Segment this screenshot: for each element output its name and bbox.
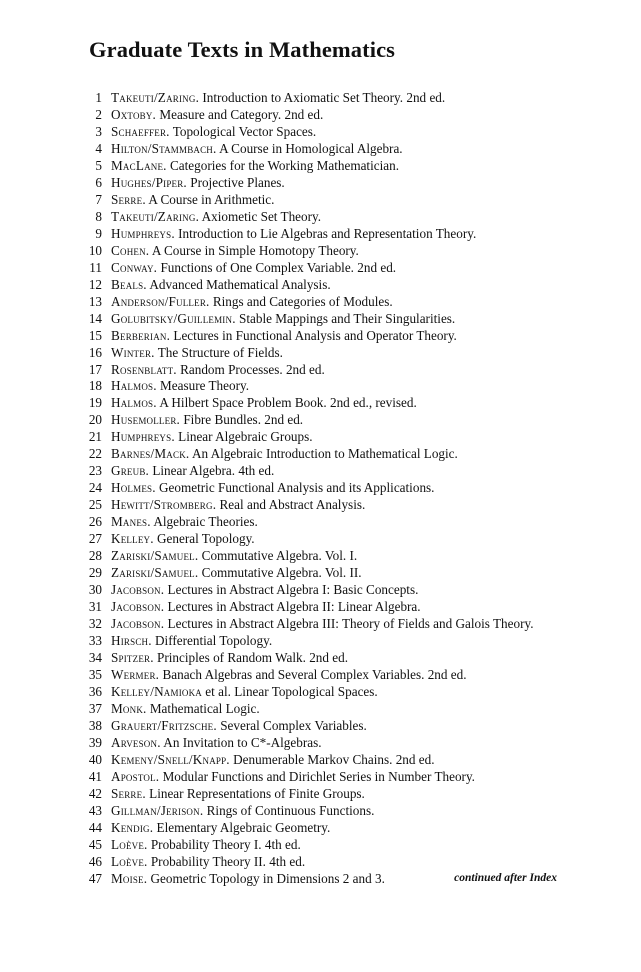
series-entry xyxy=(84,752,624,769)
entry-title: Algebraic Theories. xyxy=(153,514,258,530)
entry-number: 35 xyxy=(88,666,102,682)
entry-author: Hilton/Stammbach. xyxy=(111,140,217,156)
entry-number: 11 xyxy=(89,259,102,275)
series-entry xyxy=(84,667,624,684)
entry-title: Lectures in Functional Analysis and Operator Theory. xyxy=(173,327,457,343)
entry-author: Jacobson. xyxy=(111,582,165,598)
entry-number: 4 xyxy=(95,140,102,156)
entry-title: Principles of Random Walk. 2nd ed. xyxy=(157,649,349,665)
entry-number: 22 xyxy=(88,446,102,462)
entry-number: 23 xyxy=(88,463,102,479)
entry-author: Kelley/Namioka xyxy=(111,683,202,699)
entry-author: Greub. xyxy=(111,463,150,479)
entry-title: Introduction to Axiomatic Set Theory. 2nd ed. xyxy=(202,90,446,105)
entry-author: Gillman/Jerison. xyxy=(111,802,204,818)
entry-author: MacLane. xyxy=(111,157,167,173)
entry-number: 1 xyxy=(95,90,102,105)
series-entry xyxy=(84,362,624,379)
entry-title: Probability Theory I. 4th ed. xyxy=(150,836,301,852)
entry-author: Beals. xyxy=(111,276,147,292)
entry-author: Halmos. xyxy=(111,395,157,411)
entry-number: 31 xyxy=(88,599,102,615)
entry-title: Random Processes. 2nd ed. xyxy=(180,361,325,377)
entry-author: Loève. xyxy=(111,853,148,869)
entry-author: Hughes/Piper. xyxy=(111,174,187,190)
entry-title: Linear Algebraic Groups. xyxy=(178,429,313,445)
entry-title: Projective Planes. xyxy=(190,174,285,190)
series-entry xyxy=(84,548,624,565)
entry-author: Takeuti/Zaring. xyxy=(111,208,200,224)
entry-author: Serre. xyxy=(111,785,146,801)
entry-number: 38 xyxy=(88,717,102,733)
entry-author: Hirsch. xyxy=(111,633,152,648)
entry-author: Kemeny/Snell/Knapp. xyxy=(111,751,230,767)
entry-title: A Course in Simple Homotopy Theory. xyxy=(151,242,359,258)
entry-number: 30 xyxy=(88,582,102,598)
entry-author: Humphreys. xyxy=(111,225,175,241)
entry-title: Rings of Continuous Functions. xyxy=(206,802,375,818)
series-entry xyxy=(84,260,624,277)
entry-title: Linear Representations of Finite Groups. xyxy=(149,785,365,801)
series-entry xyxy=(84,277,624,294)
series-entry xyxy=(84,633,624,650)
series-entry xyxy=(84,701,624,718)
entry-title: Lectures in Abstract Algebra II: Linear Algebra. xyxy=(167,599,421,615)
entry-number: 14 xyxy=(88,310,102,326)
entry-number: 3 xyxy=(95,123,102,139)
entry-author: Kelley. xyxy=(111,531,154,547)
entry-title: Introduction to Lie Algebras and Representation Theory. xyxy=(178,225,477,241)
entry-author: Wermer. xyxy=(111,666,160,682)
entry-title: Measure Theory. xyxy=(160,378,250,394)
series-entry xyxy=(84,175,624,192)
entry-author: Loève. xyxy=(111,836,148,852)
entry-author: Cohen. xyxy=(111,242,150,258)
entry-author: Humphreys. xyxy=(111,429,175,445)
series-entry xyxy=(84,209,624,226)
series-entry xyxy=(84,429,624,446)
entry-title: Axiometic Set Theory. xyxy=(201,208,322,224)
entry-author: Spitzer. xyxy=(111,649,154,665)
entry-title: Probability Theory II. 4th ed. xyxy=(150,853,306,869)
series-entry xyxy=(84,599,624,616)
entry-number: 33 xyxy=(88,633,102,648)
series-entry xyxy=(84,565,624,582)
series-entry xyxy=(84,243,624,260)
entry-author: Apostol. xyxy=(111,768,160,784)
series-entry xyxy=(84,90,624,107)
series-entry xyxy=(84,463,624,480)
entry-author: Halmos. xyxy=(111,378,157,394)
series-entry xyxy=(84,582,624,599)
series-entry xyxy=(84,735,624,752)
entry-title: Geometric Functional Analysis and its Applications. xyxy=(159,480,435,496)
entry-number: 47 xyxy=(88,870,102,886)
entry-author: Serre. xyxy=(111,191,146,207)
entry-author: Winter. xyxy=(111,344,155,360)
series-entry xyxy=(84,446,624,463)
entry-title: A Hilbert Space Problem Book. 2nd ed., revised. xyxy=(159,395,417,411)
series-entry xyxy=(84,378,624,395)
entry-number: 25 xyxy=(88,497,102,513)
entry-number: 18 xyxy=(88,378,102,394)
series-entry xyxy=(84,345,624,362)
series-entry xyxy=(84,531,624,548)
entry-number: 29 xyxy=(88,565,102,581)
series-entry xyxy=(84,514,624,531)
entry-number: 45 xyxy=(88,836,102,852)
entry-title: General Topology. xyxy=(157,531,255,547)
entry-number: 13 xyxy=(88,293,102,309)
entry-title: Categories for the Working Mathematician. xyxy=(169,157,400,173)
entry-title: Rings and Categories of Modules. xyxy=(212,293,393,309)
entry-title: Measure and Category. 2nd ed. xyxy=(159,106,324,122)
entry-author: Oxtoby. xyxy=(111,106,157,122)
entry-title: An Algebraic Introduction to Mathematical Logic. xyxy=(191,446,458,462)
entry-title: Elementary Algebraic Geometry. xyxy=(156,819,331,835)
entry-number: 26 xyxy=(88,514,102,530)
entry-author: Schaeffer. xyxy=(111,123,170,139)
series-entry xyxy=(84,192,624,209)
entry-number: 39 xyxy=(88,734,102,750)
entry-number: 15 xyxy=(88,327,102,343)
entry-title: Banach Algebras and Several Complex Variables. 2nd ed. xyxy=(162,666,467,682)
entry-number: 7 xyxy=(95,191,102,207)
entry-number: 46 xyxy=(88,853,102,869)
entry-author: Golubitsky/Guillemin. xyxy=(111,310,236,326)
entry-author: Kendig. xyxy=(111,819,154,835)
entry-title: Commutative Algebra. Vol. II. xyxy=(201,565,362,581)
entry-number: 17 xyxy=(88,361,102,377)
entry-author: Takeuti/Zaring. xyxy=(111,90,200,105)
entry-number: 6 xyxy=(95,174,102,190)
entry-title: A Course in Arithmetic. xyxy=(148,191,275,207)
entry-number: 16 xyxy=(88,344,102,360)
entry-author: Arveson. xyxy=(111,734,161,750)
entry-number: 36 xyxy=(88,683,102,699)
entry-author: Rosenblatt. xyxy=(111,361,177,377)
entry-author: Anderson/Fuller. xyxy=(111,293,210,309)
series-entry xyxy=(84,820,624,837)
series-entry xyxy=(84,328,624,345)
series-entry xyxy=(84,107,624,124)
series-list xyxy=(84,90,624,888)
series-entry xyxy=(84,497,624,514)
entry-title: Lectures in Abstract Algebra III: Theory of Fields and Galois Theory. xyxy=(167,616,534,632)
series-entry xyxy=(84,141,624,158)
entry-number: 5 xyxy=(95,157,102,173)
entry-number: 10 xyxy=(88,242,102,258)
series-entry xyxy=(84,803,624,820)
entry-author: Holmes. xyxy=(111,480,156,496)
entry-author: Jacobson. xyxy=(111,599,165,615)
entry-author: Zariski/Samuel. xyxy=(111,548,199,564)
entry-number: 12 xyxy=(88,276,102,292)
entry-author: Conway. xyxy=(111,259,158,275)
entry-number: 28 xyxy=(88,548,102,564)
series-entry xyxy=(84,124,624,141)
entry-author: Grauert/Fritzsche. xyxy=(111,717,217,733)
series-entry xyxy=(84,837,624,854)
entry-title: Denumerable Markov Chains. 2nd ed. xyxy=(233,751,435,767)
series-entry xyxy=(84,311,624,328)
entry-title: et al. Linear Topological Spaces. xyxy=(205,683,378,699)
entry-title: Differential Topology. xyxy=(155,633,273,648)
entry-title: Fibre Bundles. 2nd ed. xyxy=(183,412,304,428)
entry-author: Jacobson. xyxy=(111,616,165,632)
entry-number: 37 xyxy=(88,700,102,716)
series-entry xyxy=(84,718,624,735)
entry-number: 27 xyxy=(88,531,102,547)
entry-title: Functions of One Complex Variable. 2nd ed. xyxy=(160,259,397,275)
entry-title: A Course in Homological Algebra. xyxy=(219,140,403,156)
entry-title: Advanced Mathematical Analysis. xyxy=(149,276,331,292)
entry-number: 9 xyxy=(95,225,102,241)
entry-title: The Structure of Fields. xyxy=(157,344,283,360)
entry-number: 2 xyxy=(95,106,102,122)
entry-number: 41 xyxy=(88,768,102,784)
continued-note: continued after Index xyxy=(454,872,557,884)
entry-author: Monk. xyxy=(111,700,147,716)
entry-number: 21 xyxy=(88,429,102,445)
entry-number: 20 xyxy=(88,412,102,428)
series-entry xyxy=(84,226,624,243)
entry-author: Zariski/Samuel. xyxy=(111,565,199,581)
entry-author: Hewitt/Stromberg. xyxy=(111,497,217,513)
entry-author: Barnes/Mack. xyxy=(111,446,190,462)
entry-title: An Invitation to C*-Algebras. xyxy=(163,734,322,750)
entry-author: Moise. xyxy=(111,870,148,886)
entry-number: 40 xyxy=(88,751,102,767)
series-entry xyxy=(84,650,624,667)
entry-number: 32 xyxy=(88,616,102,632)
entry-author: Manes. xyxy=(111,514,151,530)
page-title: Graduate Texts in Mathematics xyxy=(89,37,396,62)
series-entry xyxy=(84,616,624,633)
entry-number: 42 xyxy=(88,785,102,801)
entry-number: 8 xyxy=(95,208,102,224)
entry-author: Berberian. xyxy=(111,327,171,343)
series-entry xyxy=(84,684,624,701)
series-entry xyxy=(84,786,624,803)
entry-number: 34 xyxy=(88,649,102,665)
series-entry xyxy=(84,854,624,871)
series-entry xyxy=(84,158,624,175)
entry-number: 44 xyxy=(88,819,102,835)
entry-title: Several Complex Variables. xyxy=(220,717,367,733)
entry-title: Lectures in Abstract Algebra I: Basic Concepts. xyxy=(167,582,419,598)
series-entry xyxy=(84,480,624,497)
entry-title: Real and Abstract Analysis. xyxy=(219,497,366,513)
entry-title: Mathematical Logic. xyxy=(149,700,260,716)
entry-number: 19 xyxy=(88,395,102,411)
entry-author: Husemoller. xyxy=(111,412,181,428)
series-entry xyxy=(84,769,624,786)
series-entry xyxy=(84,294,624,311)
entry-title: Geometric Topology in Dimensions 2 and 3. xyxy=(150,870,385,886)
entry-title: Stable Mappings and Their Singularities. xyxy=(239,310,456,326)
series-entry xyxy=(84,395,624,412)
entry-title: Linear Algebra. 4th ed. xyxy=(152,463,275,479)
entry-number: 24 xyxy=(88,480,102,496)
entry-title: Commutative Algebra. Vol. I. xyxy=(201,548,358,564)
entry-title: Modular Functions and Dirichlet Series in Number Theory. xyxy=(162,768,475,784)
series-entry xyxy=(84,412,624,429)
entry-title: Topological Vector Spaces. xyxy=(172,123,317,139)
entry-number: 43 xyxy=(88,802,102,818)
